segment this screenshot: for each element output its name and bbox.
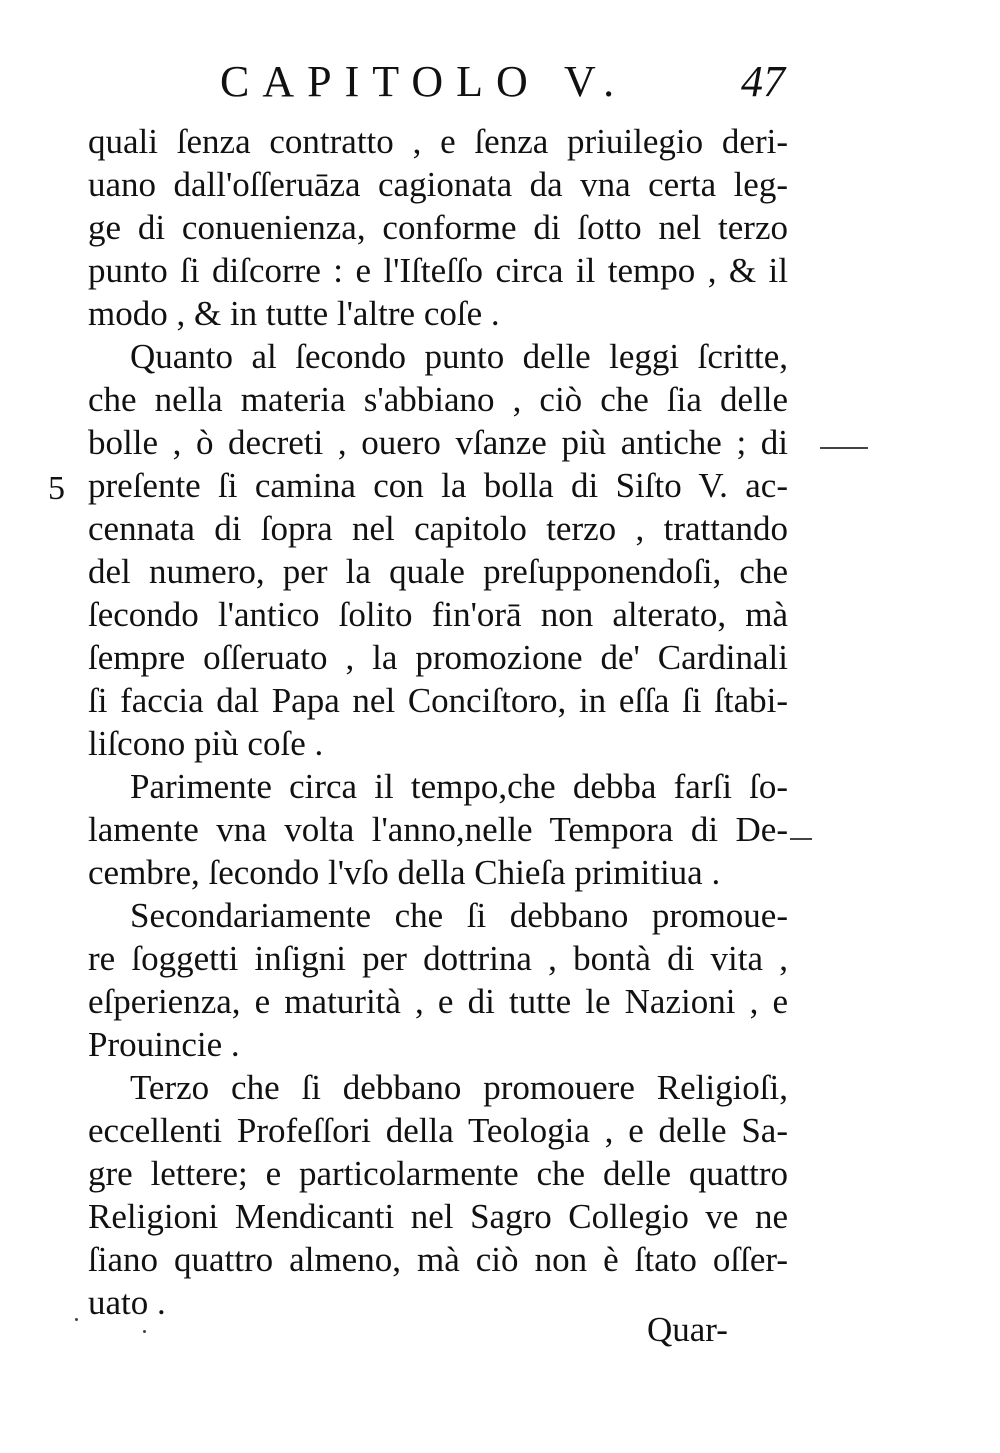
text-line: ſecondo l'antico ſolito fin'orā non alterato, mà [88, 595, 788, 634]
text-line: del numero, per la quale preſupponendoſi, che [88, 552, 788, 591]
body-text [88, 120, 788, 1324]
text-line: eſperienza, e maturità , e di tutte le Nazioni , e [88, 982, 788, 1021]
text-line: Prouincie . [88, 1025, 240, 1064]
paragraph-start: Parimente circa il tempo,che debba farſi ſo- [130, 767, 788, 806]
page-number: 47 [741, 57, 785, 106]
ink-speck [75, 1318, 78, 1321]
text-line: uano dall'oſſeruāza cagionata da vna certa leg- [88, 165, 788, 204]
margin-note: 5 [48, 470, 65, 507]
text-line: cennata di ſopra nel capitolo terzo , trattando [88, 509, 788, 548]
text-line: lamente vna volta l'anno,nelle Tempora di De- [88, 810, 788, 849]
text-line: ge di conuenienza, conforme di ſotto nel terzo [88, 208, 788, 247]
text-line: ſempre oſſeruato , la promozione de' Cardinali [88, 638, 788, 677]
text-line: modo , & in tutte l'altre coſe . [88, 294, 500, 333]
ink-speck [143, 1330, 146, 1333]
text-line: gre lettere; e particolarmente che delle quattro [88, 1154, 788, 1193]
paragraph-start: Quanto al ſecondo punto delle leggi ſcritte, [130, 337, 788, 376]
paragraph-start: Terzo che ſi debbano promouere Religioſi, [130, 1068, 788, 1107]
text-line: Religioni Mendicanti nel Sagro Collegio ve ne [88, 1197, 788, 1236]
text-line: cembre, ſecondo l'vſo della Chieſa primitiua . [88, 853, 721, 892]
text-line: bolle , ò decreti , ouero vſanze più antiche ; di [88, 423, 788, 462]
text-line: quali ſenza contratto , e ſenza priuilegio deri- [88, 122, 788, 161]
text-line: punto ſi diſcorre : e l'Iſteſſo circa il tempo , & il [88, 251, 788, 290]
running-head [220, 52, 785, 112]
text-line: preſente ſi camina con la bolla di Siſto V. ac- [88, 466, 788, 505]
chapter-title: CAPITOLO V. [220, 57, 628, 106]
margin-dash-mark [790, 838, 812, 840]
text-line: eccellenti Profeſſori della Teologia , e delle Sa- [88, 1111, 788, 1150]
text-line: che nella materia s'abbiano , ciò che ſia delle [88, 380, 788, 419]
margin-dash-mark [820, 447, 868, 449]
text-line: ſi faccia dal Papa nel Conciſtoro, in eſſa ſi ſtabi- [88, 681, 788, 720]
text-line: ſiano quattro almeno, mà ciò non è ſtato oſſer- [88, 1240, 788, 1279]
paragraph-start: Secondariamente che ſi debbano promoue- [130, 896, 788, 935]
text-line: re ſoggetti inſigni per dottrina , bontà di vita , [88, 939, 788, 978]
text-line: uato . [88, 1283, 166, 1322]
text-line: liſcono più coſe . [88, 724, 324, 763]
catchword: Quar- [647, 1310, 728, 1349]
